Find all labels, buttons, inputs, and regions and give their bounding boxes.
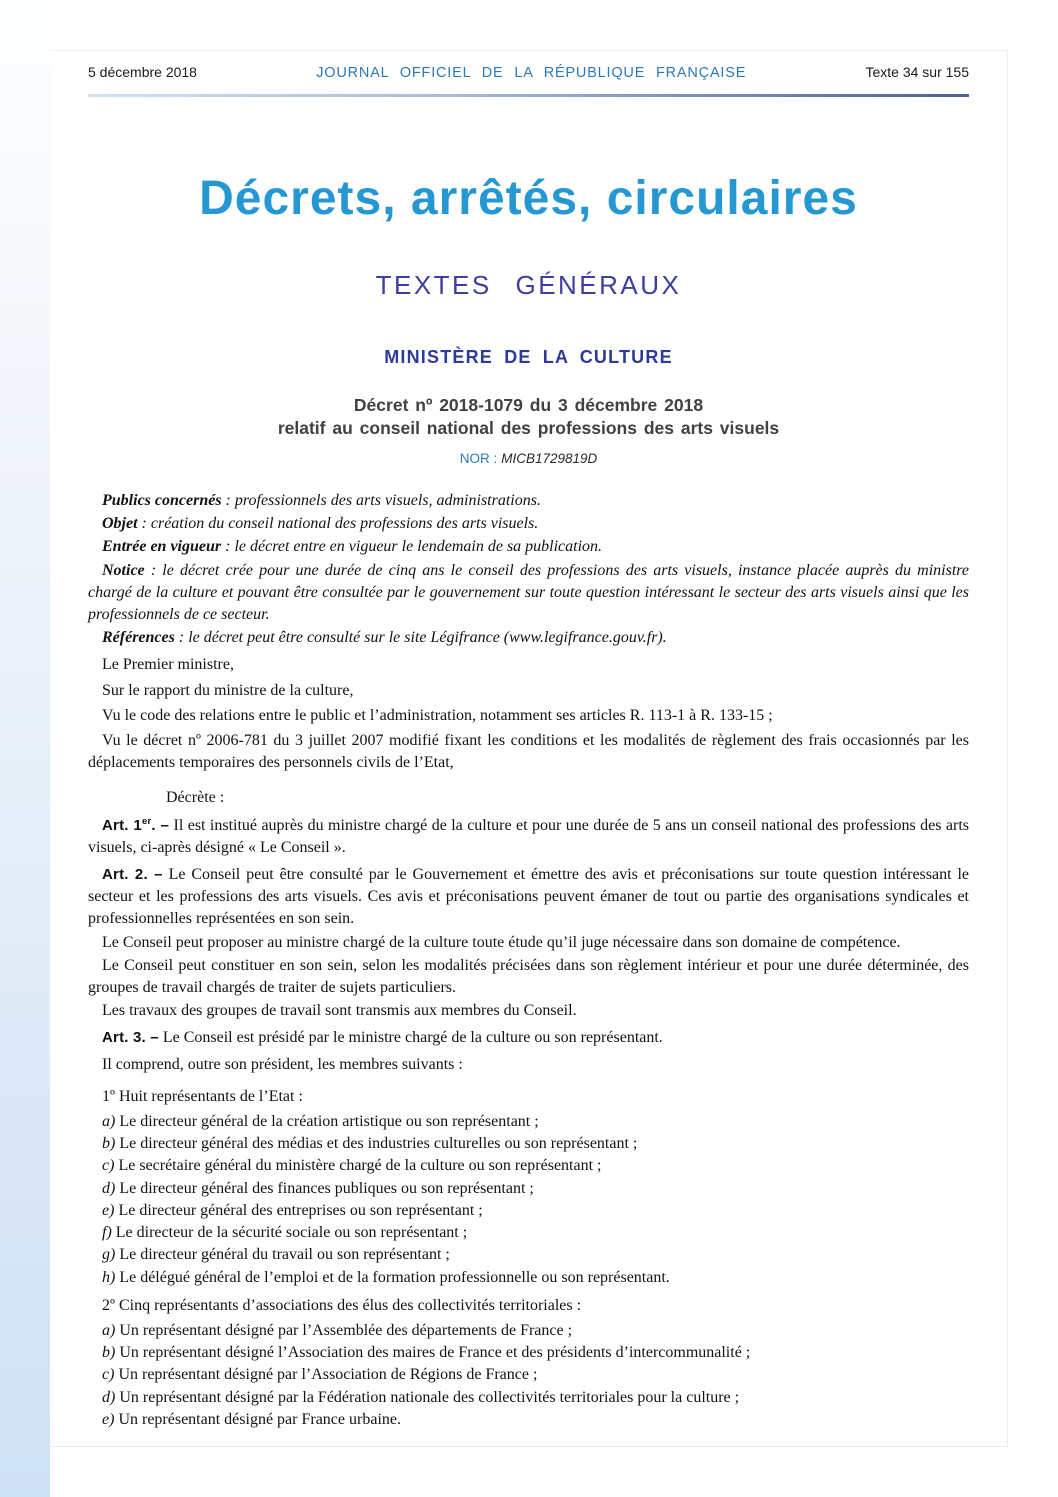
journal-title: JOURNAL OFFICIEL DE LA RÉPUBLIQUE FRANÇAISE [316, 65, 747, 81]
list-item-text: Le directeur général de la création artistique ou son représentant ; [119, 1113, 539, 1131]
preamble-publics [88, 490, 969, 512]
article-1-label-tail: . – [151, 816, 170, 834]
decree-title [88, 394, 969, 440]
article-2-label: Art. 2. – [102, 866, 163, 884]
article-1-label-main: Art. 1 [102, 816, 142, 834]
preamble-publics-text: : professionnels des arts visuels, administrations. [225, 492, 541, 509]
list-item-text: Un représentant désigné par l’Assemblée des départements de France ; [119, 1321, 573, 1339]
document-page [50, 50, 1008, 1447]
decree-title-line2: relatif au conseil national des professions des arts visuels [277, 418, 780, 438]
article-2-para-1: Le Conseil peut proposer au ministre chargé de la culture toute étude qu’il juge nécessaire dans son domaine de compétence. [102, 933, 901, 951]
list-item [88, 1133, 969, 1155]
article-3 [88, 1027, 969, 1049]
list-item-marker: f) [102, 1224, 112, 1242]
list-item-marker: d) [102, 1179, 116, 1197]
list-item-text: Le secrétaire général du ministère chargé de la culture ou son représentant ; [118, 1157, 602, 1175]
header-date: 5 décembre 2018 [88, 64, 197, 80]
article-3-label: Art. 3. – [102, 1029, 159, 1047]
left-margin-gradient [0, 0, 50, 1497]
list-item-marker: c) [102, 1366, 115, 1384]
list-item-marker: a) [102, 1113, 116, 1131]
article-1 [88, 815, 969, 859]
list-item-marker: h) [102, 1268, 116, 1286]
journal-header [88, 64, 969, 81]
section-title: TEXTES GÉNÉRAUX [375, 270, 682, 300]
preamble-notice-text: : le décret crée pour une durée de cinq ans le conseil des professions des arts visuels, instance placée auprès du ministre chargé de la culture et pouvant être consultée par le gouvernement sur toute question intéressant le secteur des arts visuels ainsi que les professionnels de ce secteur. [88, 561, 970, 624]
article-1-label [102, 817, 169, 834]
preamble-vigueur [88, 536, 969, 558]
recital-1: Le Premier ministre, [102, 656, 234, 674]
list-2 [88, 1295, 969, 1431]
list-item [88, 1155, 969, 1177]
list-item [88, 1409, 969, 1431]
article-2-text: Le Conseil peut être consulté par le Gouvernement et émettre des avis et préconisations sur toute question intéressant le secteur et les professions des arts visuels. Ces avis et préconisations peuvent émaner de tout ou partie des organisations syndicales et professionnelles représentées en son sein. [88, 866, 970, 928]
ministry-title: MINISTÈRE DE LA CULTURE [384, 347, 673, 367]
articles [88, 815, 969, 1076]
list-item-marker: a) [102, 1321, 116, 1339]
list-item-text: Le délégué général de l’emploi et de la formation professionnelle ou son représentant. [119, 1268, 670, 1286]
list-item-text: Le directeur général du travail ou son représentant ; [119, 1246, 450, 1264]
list-item [88, 1244, 969, 1266]
list-item [88, 1267, 969, 1289]
nor-value: MICB1729819D [501, 451, 598, 466]
preamble-references-text: : le décret peut être consulté sur le site Légifrance (www.legifrance.gouv.fr). [178, 629, 667, 647]
article-2-para-2: Le Conseil peut constituer en son sein, selon les modalités précisées dans son règlement intérieur et pour une durée déterminée, des groupes de travail chargés de traiter de sujets particuliers. [88, 956, 969, 997]
list-item-text: Un représentant désigné par France urbaine. [118, 1410, 401, 1428]
list-item [88, 1200, 969, 1222]
list-item-marker: b) [102, 1344, 116, 1362]
list-item [88, 1111, 969, 1133]
preamble-objet-label: Objet [102, 515, 138, 533]
list-item-text: Le directeur général des entreprises ou son représentant ; [118, 1201, 483, 1219]
list-item [88, 1222, 969, 1244]
header-rule [88, 94, 969, 97]
list-item-text: Le directeur général des finances publiques ou son représentant ; [119, 1179, 534, 1197]
list-item-text: Le directeur de la sécurité sociale ou son représentant ; [115, 1224, 468, 1242]
main-title: Décrets, arrêtés, circulaires [199, 172, 858, 225]
preamble-references [88, 627, 969, 649]
list-item-text: Un représentant désigné l’Association des maires de France et des présidents d’intercommunalité ; [119, 1344, 751, 1362]
preamble-objet-text: : création du conseil national des professions des arts visuels. [141, 515, 539, 533]
list-item-text: Le directeur général des médias et des industries culturelles ou son représentant ; [119, 1135, 638, 1153]
recitals [88, 654, 969, 809]
preamble-notice [88, 560, 969, 627]
list-item-marker: e) [102, 1201, 115, 1219]
page-content [50, 64, 1007, 1431]
list-item [88, 1320, 969, 1342]
recital-4: Vu le décret nº 2006-781 du 3 juillet 2007 modifié fixant les conditions et les modalités de règlement des frais occasionnés par les déplacements temporaires des personnels civils de l’Etat, [88, 732, 969, 772]
article-2-para-3: Les travaux des groupes de travail sont transmis aux membres du Conseil. [102, 1002, 577, 1020]
preamble-objet [88, 513, 969, 535]
list-item [88, 1364, 969, 1386]
article-3-para-1: Il comprend, outre son président, les membres suivants : [102, 1055, 463, 1073]
article-1-label-sup: er [141, 815, 152, 827]
decrete-line: Décrète : [166, 789, 225, 807]
preamble-vigueur-label: Entrée en vigueur [102, 538, 222, 556]
list-item-marker: e) [102, 1410, 115, 1428]
list-item-marker: g) [102, 1246, 116, 1264]
list-item [88, 1178, 969, 1200]
list-item [88, 1342, 969, 1364]
preamble-references-label: Références [102, 629, 175, 647]
recital-2: Sur le rapport du ministre de la culture, [102, 681, 354, 699]
list-item-marker: c) [102, 1157, 115, 1175]
decree-title-line1: Décret nº 2018-1079 du 3 décembre 2018 [353, 395, 704, 415]
list-item [88, 1387, 969, 1409]
preamble-vigueur-text: : le décret entre en vigueur le lendemain de sa publication. [225, 538, 603, 556]
list-1 [88, 1086, 969, 1289]
list-item-text: Un représentant désigné par l’Association de Régions de France ; [118, 1366, 538, 1384]
list-2-heading: 2º Cinq représentants d’associations des élus des collectivités territoriales : [102, 1296, 582, 1314]
list-item-text: Un représentant désigné par la Fédération nationale des collectivités territoriales pour la culture ; [119, 1388, 740, 1406]
article-3-text: Le Conseil est présidé par le ministre chargé de la culture ou son représentant. [162, 1029, 663, 1047]
article-2 [88, 864, 969, 931]
texte-ref: Texte 34 sur 155 [865, 64, 969, 80]
preamble-publics-label: Publics concernés [102, 492, 222, 509]
recital-3: Vu le code des relations entre le public et l’administration, notamment ses articles R. 113-1 à R. 133-15 ; [102, 706, 773, 724]
list-item-marker: d) [102, 1388, 116, 1406]
preamble-notice-label: Notice [102, 561, 145, 579]
nor-line [88, 450, 969, 468]
article-1-text: Il est institué auprès du ministre chargé de la culture et pour une durée de 5 ans un conseil national des professions des arts visuels, ci-après désigné « Le Conseil ». [88, 816, 970, 856]
preamble [88, 490, 969, 649]
list-item-marker: b) [102, 1135, 116, 1153]
list-1-heading: 1º Huit représentants de l’Etat : [102, 1087, 303, 1105]
nor-label: NOR : [459, 451, 498, 466]
